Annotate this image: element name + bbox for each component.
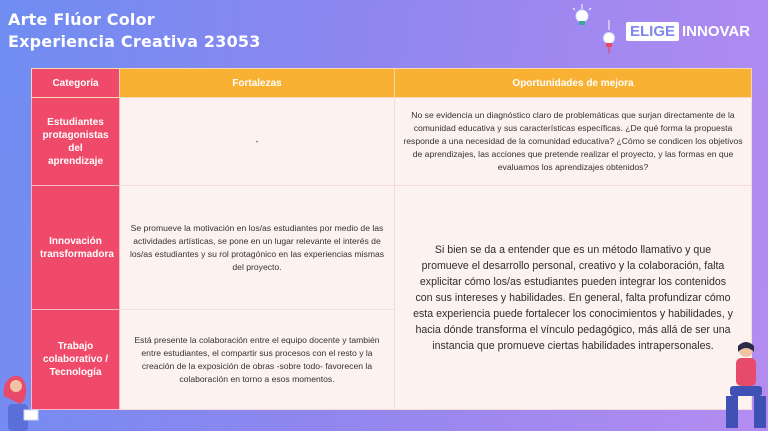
elige-innovar-logo <box>626 22 750 41</box>
fortalezas-cell: Se promueve la motivación en los/as estudiantes por medio de las actividades artísticas, se pone en un lugar relevante el interés de los/as estudiantes y su rol protagónico en las experiencias mismas del proyecto. <box>120 186 395 310</box>
title-line-2: Experiencia Creativa 23053 <box>8 32 261 51</box>
logo-part-innovar: INNOVAR <box>682 23 751 40</box>
header-categoria: Categoría <box>32 69 120 98</box>
oportunidades-cell: No se evidencia un diagnóstico claro de problemáticas que surjan directamente de la comunidad educativa y sus características específicas. ¿De qué forma la propuesta responde a una necesidad de la comunidad educativa? ¿Cómo se condicen los objetivos de aprendizajes, las acciones que pretende realizar el proyecto, y las formas en que evaluamos los aprendizajes obtenidos? <box>395 98 752 186</box>
lightbulb-pink-icon <box>600 20 618 54</box>
table-row <box>32 186 752 310</box>
evaluation-table <box>31 68 752 410</box>
header-oportunidades: Oportunidades de mejora <box>395 69 752 98</box>
category-cell: Innovación transformadora <box>32 186 120 310</box>
oportunidades-cell-merged: Si bien se da a entender que es un método llamativo y que promueve el desarrollo personal, creativo y la colaboración, falta explicitar cómo los/as estudiantes pueden integrar los contenidos con sus intereses y habilidades. En general, falta profundizar cómo esta experiencia puede fortalecer los conocimientos y habilidades, y hacia dónde transforma el vínculo pedagógico, más allá de ser una instancia que promueve ciertas habilidades intrapersonales. <box>395 186 752 410</box>
table-row <box>32 98 752 186</box>
lightbulb-icon <box>572 4 592 30</box>
table-header-row <box>32 69 752 98</box>
person-sitting-illustration <box>724 338 768 431</box>
title-line-1: Arte Flúor Color <box>8 10 155 29</box>
category-cell: Estudiantes protagonistas del aprendizaje <box>32 98 120 186</box>
logo-part-elige: ELIGE <box>626 22 679 41</box>
header-fortalezas: Fortalezas <box>120 69 395 98</box>
category-cell: Trabajo colaborativo / Tecnología <box>32 310 120 410</box>
page-title <box>8 9 261 53</box>
person-reading-illustration <box>0 366 40 431</box>
fortalezas-cell: Está presente la colaboración entre el equipo docente y también entre estudiantes, el compartir sus procesos con el resto y la creación de la exposición de obras -sobre todo- favorecen la colaboración en torno a esos momentos. <box>120 310 395 410</box>
fortalezas-cell: - <box>120 98 395 186</box>
